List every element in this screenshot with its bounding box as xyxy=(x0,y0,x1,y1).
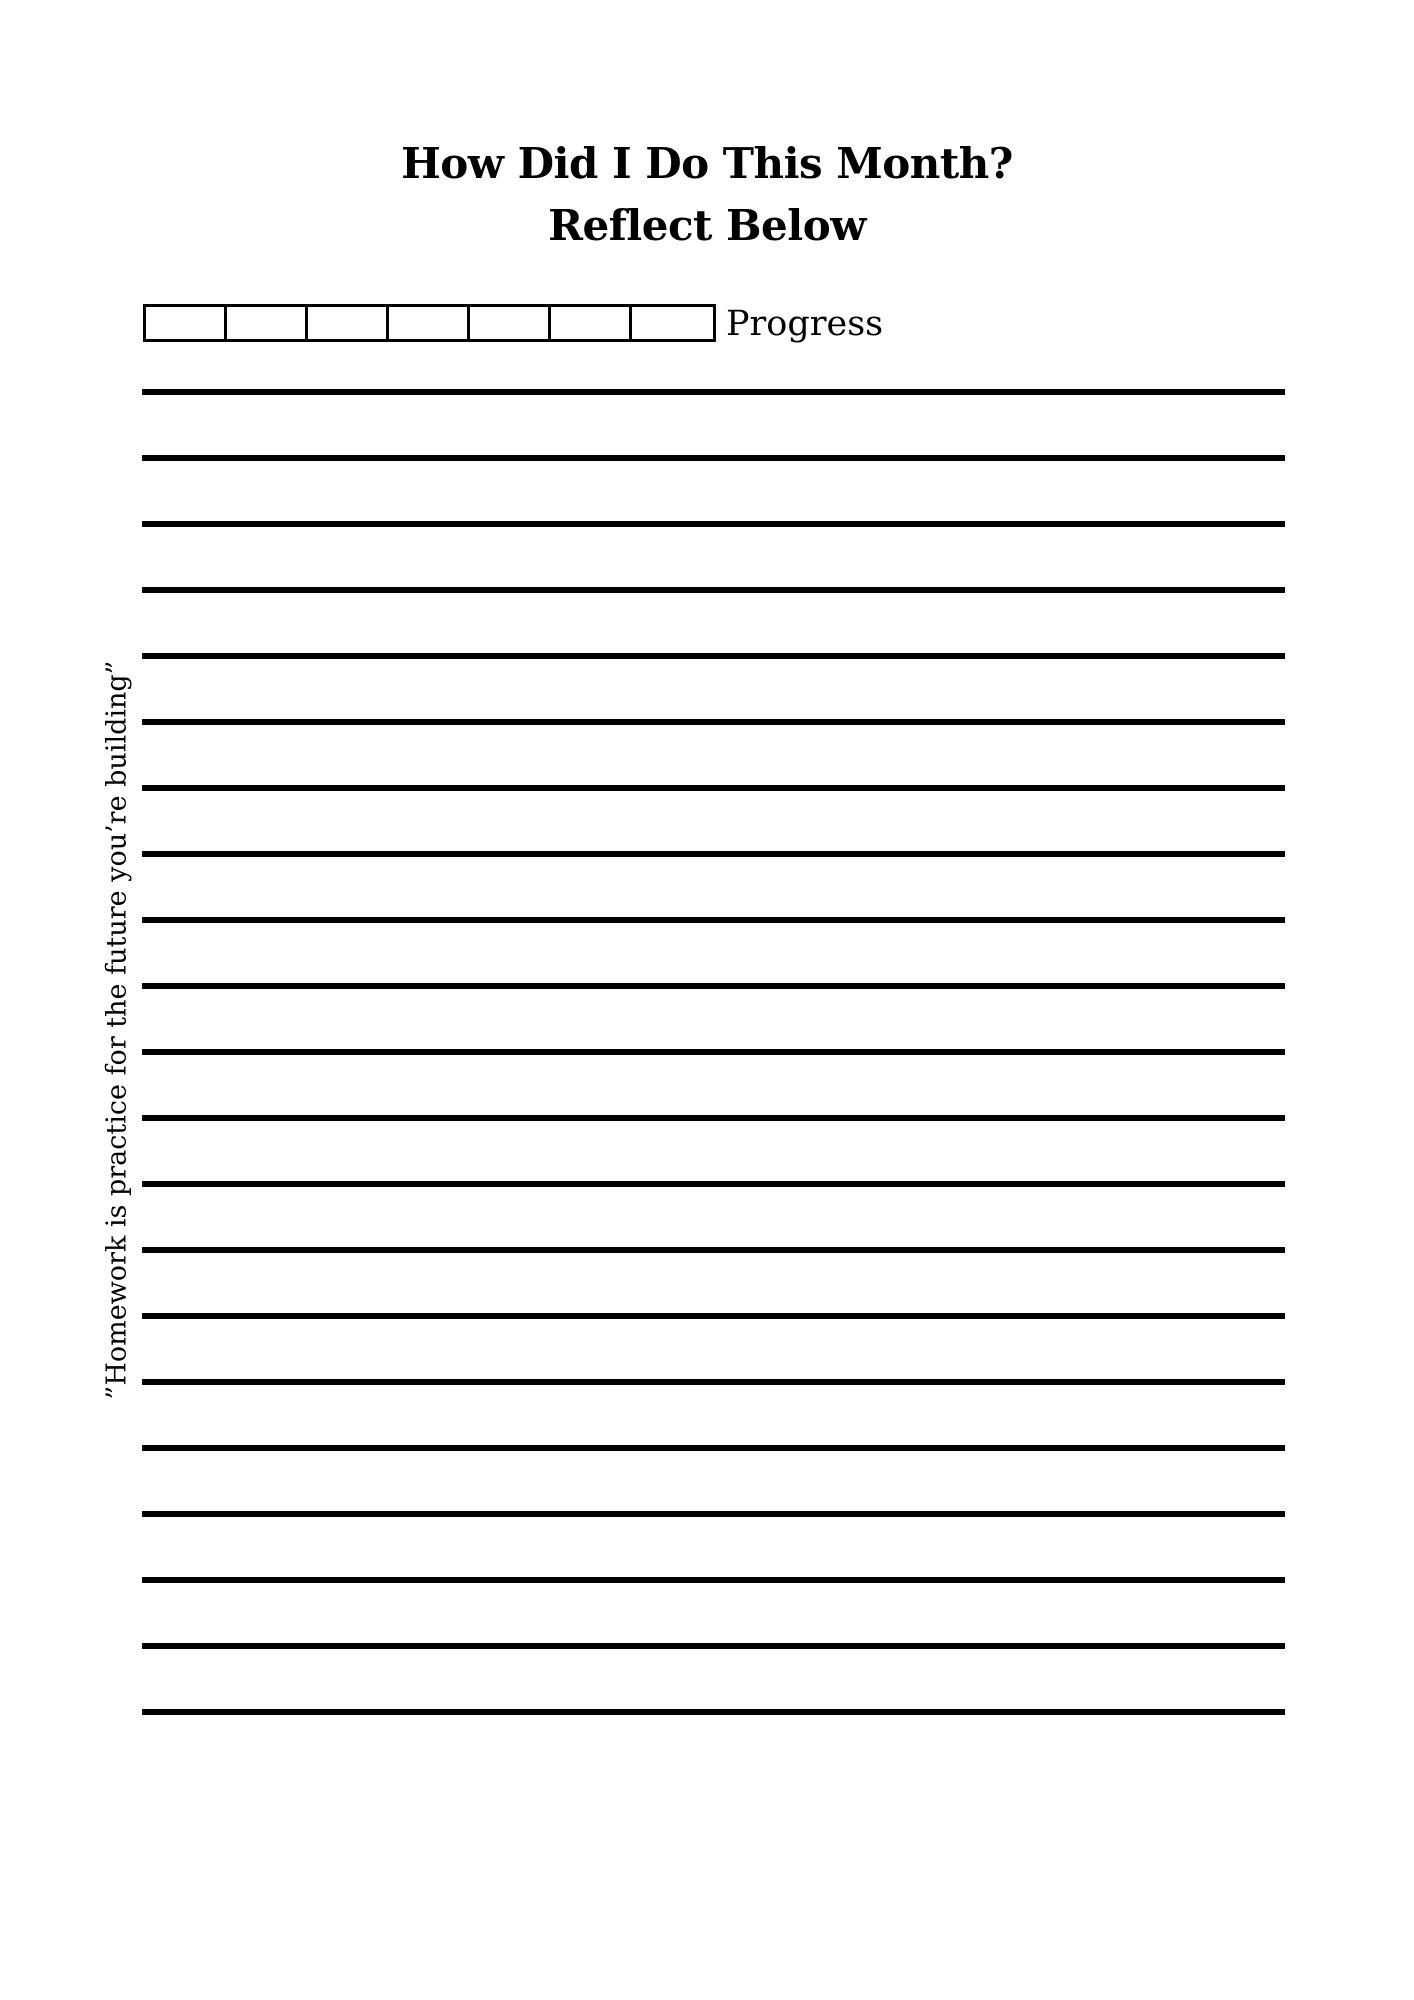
writing-line[interactable] xyxy=(142,983,1285,989)
page-subtitle: Reflect Below xyxy=(548,201,866,250)
writing-line[interactable] xyxy=(142,785,1285,791)
writing-line[interactable] xyxy=(142,1511,1285,1517)
writing-line[interactable] xyxy=(142,389,1285,395)
progress-box[interactable] xyxy=(470,307,551,339)
progress-box[interactable] xyxy=(308,307,389,339)
side-quote: ”Homework is practice for the future you’re building” xyxy=(101,660,133,1400)
progress-tracker xyxy=(143,304,883,342)
writing-line[interactable] xyxy=(142,1577,1285,1583)
writing-line[interactable] xyxy=(142,455,1285,461)
writing-line[interactable] xyxy=(142,1445,1285,1451)
writing-line[interactable] xyxy=(142,917,1285,923)
writing-line[interactable] xyxy=(142,653,1285,659)
writing-line[interactable] xyxy=(142,1379,1285,1385)
progress-box[interactable] xyxy=(227,307,308,339)
writing-line[interactable] xyxy=(142,1181,1285,1187)
writing-line[interactable] xyxy=(142,1313,1285,1319)
writing-lines xyxy=(142,389,1285,1775)
writing-line[interactable] xyxy=(142,1049,1285,1055)
writing-line[interactable] xyxy=(142,587,1285,593)
progress-box[interactable] xyxy=(146,307,227,339)
progress-box[interactable] xyxy=(551,307,632,339)
writing-line[interactable] xyxy=(142,521,1285,527)
progress-label: Progress xyxy=(726,303,884,344)
progress-box[interactable] xyxy=(632,307,713,339)
writing-line[interactable] xyxy=(142,851,1285,857)
writing-line[interactable] xyxy=(142,1247,1285,1253)
writing-line[interactable] xyxy=(142,1643,1285,1649)
writing-line[interactable] xyxy=(142,1709,1285,1715)
page-title: How Did I Do This Month? xyxy=(401,139,1013,188)
writing-line[interactable] xyxy=(142,1115,1285,1121)
progress-boxes xyxy=(143,304,716,342)
writing-line[interactable] xyxy=(142,719,1285,725)
progress-box[interactable] xyxy=(389,307,470,339)
